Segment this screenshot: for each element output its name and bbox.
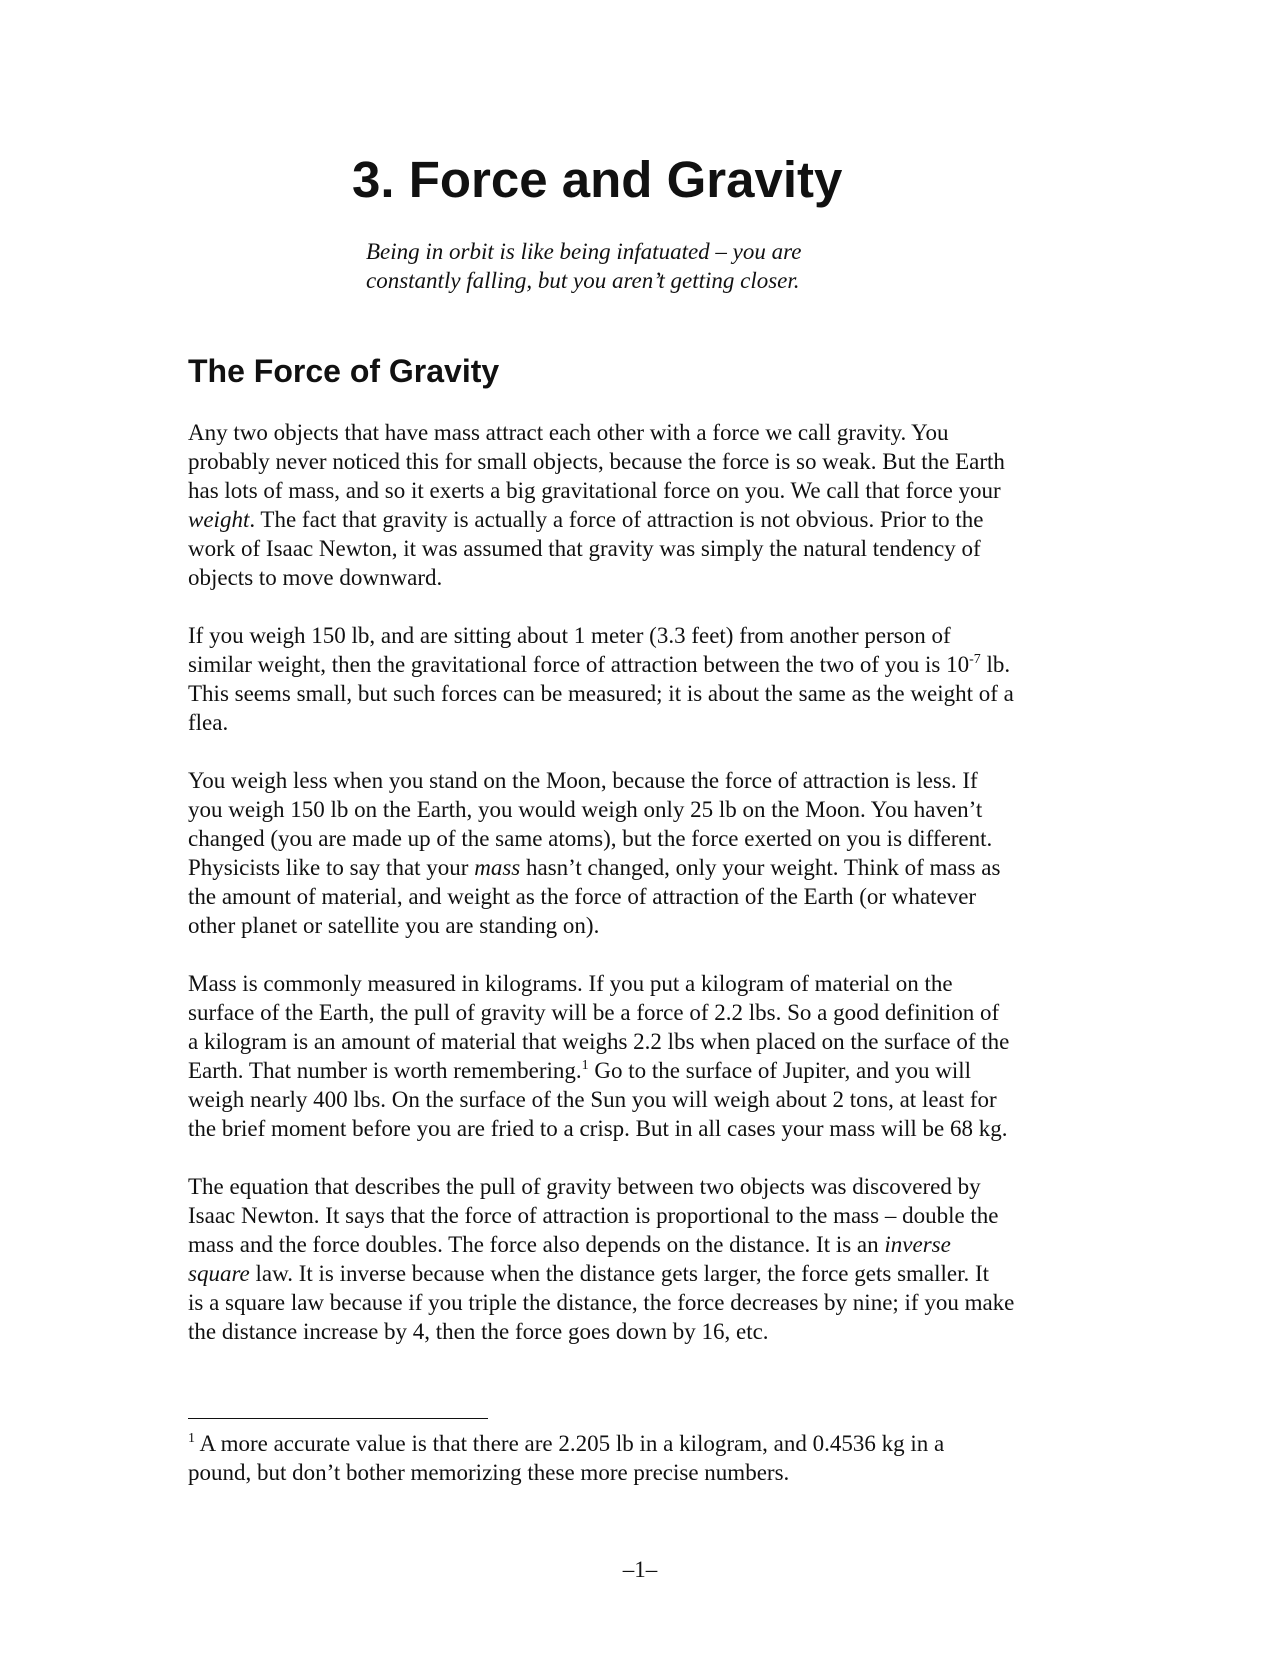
footnote-marker: 1 [188, 1431, 195, 1446]
text-line [188, 1259, 1098, 1288]
text-line [188, 505, 1098, 534]
body-text [188, 418, 1098, 1375]
text-run: . The fact that gravity is actually a force of attraction is not obvious. Prior to the [249, 507, 984, 532]
footnote [188, 1429, 1098, 1487]
text-line: you weigh 150 lb on the Earth, you would weigh only 25 lb on the Moon. You haven’t [188, 797, 983, 822]
chapter-title: 3. Force and Gravity [352, 151, 843, 208]
page-number: –1– [622, 1557, 658, 1582]
text-line: weigh nearly 400 lbs. On the surface of the Sun you will weigh about 2 tons, at least for [188, 1087, 997, 1112]
emphasis-inverse: inverse [884, 1232, 951, 1257]
text-run: A more accurate value is that there are 2.205 lb in a kilogram, and 0.4536 kg in a [195, 1431, 945, 1456]
paragraph-1 [188, 418, 1098, 592]
text-line: Isaac Newton. It says that the force of attraction is proportional to the mass – double the [188, 1203, 999, 1228]
text-line: changed (you are made up of the same atoms), but the force exerted on you is different. [188, 826, 993, 851]
epigraph-line: constantly falling, but you aren’t getting closer. [366, 268, 800, 293]
text-run: mass and the force doubles. The force also depends on the distance. It is an [188, 1232, 885, 1257]
text-line [188, 1056, 1098, 1085]
text-line: the brief moment before you are fried to a crisp. But in all cases your mass will be 68 kg. [188, 1116, 1008, 1141]
text-line: a kilogram is an amount of material that weighs 2.2 lbs when placed on the surface of the [188, 1029, 1010, 1054]
footnote-divider [188, 1418, 488, 1419]
text-line: This seems small, but such forces can be measured; it is about the same as the weight of a [188, 681, 1014, 706]
text-run: Physicists like to say that your [188, 855, 475, 880]
text-line: work of Isaac Newton, it was assumed that gravity was simply the natural tendency of [188, 536, 981, 561]
text-line: Mass is commonly measured in kilograms. If you put a kilogram of material on the [188, 971, 953, 996]
text-line: You weigh less when you stand on the Moon, because the force of attraction is less. If [188, 768, 978, 793]
paragraph-4 [188, 969, 1098, 1143]
text-run: Go to the surface of Jupiter, and you will [588, 1058, 971, 1083]
emphasis-weight: weight [188, 507, 250, 532]
text-line: Any two objects that have mass attract each other with a force we call gravity. You [188, 420, 949, 445]
text-run: law. It is inverse because when the distance gets larger, the force gets smaller. It [249, 1261, 990, 1286]
text-run: hasn’t changed, only your weight. Think of mass as [520, 855, 1001, 880]
text-line [188, 1429, 1098, 1458]
text-line: objects to move downward. [188, 565, 443, 590]
text-line: is a square law because if you triple the distance, the force decreases by nine; if you make [188, 1290, 1015, 1315]
section-heading: The Force of Gravity [188, 353, 500, 389]
text-line [188, 853, 1098, 882]
text-run: similar weight, then the gravitational force of attraction between the two of you is 10 [188, 652, 970, 677]
text-run: lb. [980, 652, 1011, 677]
paragraph-2 [188, 621, 1098, 737]
footnote-reference[interactable]: 1 [581, 1058, 589, 1073]
paragraph-3 [188, 766, 1098, 940]
text-line: the distance increase by 4, then the force goes down by 16, etc. [188, 1319, 769, 1344]
text-line: has lots of mass, and so it exerts a big gravitational force on you. We call that force your [188, 478, 1001, 503]
text-line: surface of the Earth, the pull of gravity will be a force of 2.2 lbs. So a good definition of [188, 1000, 1000, 1025]
epigraph-line: Being in orbit is like being infatuated – you are [366, 239, 802, 264]
paragraph-5 [188, 1172, 1098, 1346]
text-line: If you weigh 150 lb, and are sitting about 1 meter (3.3 feet) from another person of [188, 623, 951, 648]
text-line: the amount of material, and weight as the force of attraction of the Earth (or whatever [188, 884, 977, 909]
text-line: probably never noticed this for small objects, because the force is so weak. But the Earth [188, 449, 1005, 474]
exponent: -7 [969, 652, 981, 667]
epigraph [366, 237, 801, 295]
text-run: Earth. That number is worth remembering. [188, 1058, 582, 1083]
text-line: other planet or satellite you are standing on). [188, 913, 600, 938]
emphasis-mass: mass [474, 855, 521, 880]
text-line: The equation that describes the pull of gravity between two objects was discovered by [188, 1174, 981, 1199]
emphasis-square: square [188, 1261, 250, 1286]
text-line: pound, but don’t bother memorizing these more precise numbers. [188, 1460, 790, 1485]
text-line: flea. [188, 710, 229, 735]
text-line [188, 1230, 1098, 1259]
text-line [188, 650, 1098, 679]
